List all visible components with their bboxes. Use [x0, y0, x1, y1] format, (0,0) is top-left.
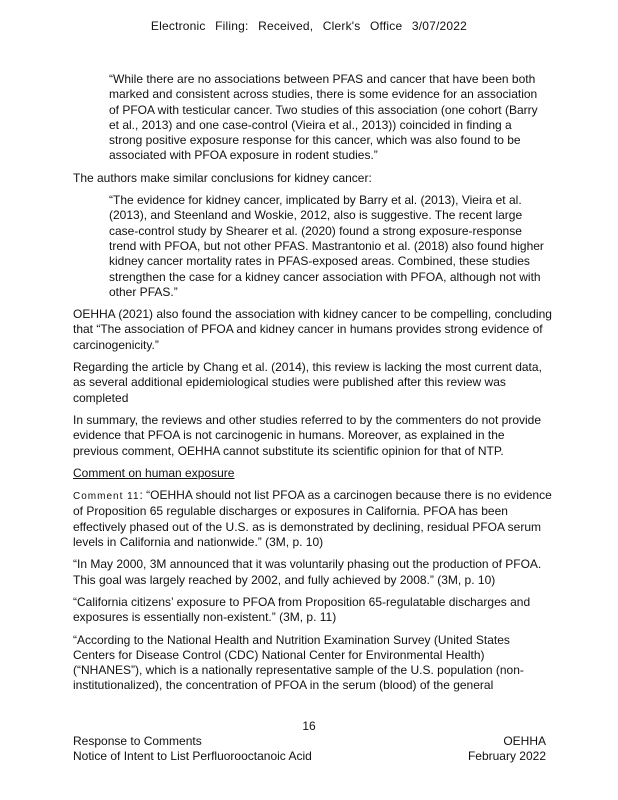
footer-left	[73, 734, 312, 763]
quote-nhanes: “According to the National Health and Nutrition Examination Survey (United States Centers for Disease Control (CDC) National Center for Environmental Health) (“NHANES”), which is a nationally representative sample of the U.S. population (non-institutionalized), the concentration of PFOA in the serum (blood) of the general	[73, 632, 524, 693]
oehha-kidney-finding: OEHHA (2021) also found the association with kidney cancer to be compelling, concluding that “The association of PFOA and kidney cancer in humans provides strong evidence of carcinogenicity.”	[73, 307, 552, 352]
chang-review-paragraph: Regarding the article by Chang et al. (2014), this review is lacking the most current data, as several additional epidemiological studies were published after this review was completed	[73, 360, 542, 405]
document-body	[73, 72, 553, 701]
quote-california-exposure: “California citizens’ exposure to PFOA from Proposition 65-regulatable discharges and exposures is essentially non-existent.” (3M, p. 11)	[73, 594, 531, 625]
page-number: 16	[302, 719, 316, 733]
quote-3m-phase-out: “In May 2000, 3M announced that it was voluntarily phasing out the production of PFOA. This goal was largely reached by 2002, and fully achieved by 2008.” (3M, p. 10)	[73, 557, 542, 587]
quote-kidney-cancer: “The evidence for kidney cancer, implicated by Barry et al. (2013), Vieira et al. (2013), and Steenland and Woskie, 2012, also is suggestive. The recent large case-control study by Shearer et al. (2020) found a strong exposure-response trend with PFOA, but not other PFAS. Mastrantonio et al. (2018) also found higher kidney cancer mortality rates in PFAS-exposed areas. Combined, these studies strengthen the case for a kidney cancer association with PFOA, although not with other PFAS.”	[109, 193, 544, 299]
filing-header: Electronic Filing: Received, Clerk's Office 3/07/2022	[150, 19, 468, 33]
comment-11-paragraph	[73, 488, 553, 550]
comment-label: Comment 11	[73, 491, 140, 503]
kidney-cancer-intro: The authors make similar conclusions for kidney cancer:	[73, 170, 372, 185]
footer-doc-type: Response to Comments	[73, 734, 202, 748]
quote-testicular-cancer: “While there are no associations between PFAS and cancer that have been both marked and consistent across studies, there is some evidence for an association of PFOA with testicular cancer. Two studies of this association (one cohort (Barry et al., 2013) and one case-control (Vieira et al., 2013)) coincided in finding a strong positive exposure response for this cancer, which was also found to be associated with PFOA exposure in rodent studies.”	[109, 72, 538, 163]
footer-date: February 2022	[467, 748, 546, 763]
footer-agency: OEHHA	[503, 734, 546, 748]
summary-paragraph: In summary, the reviews and other studies referred to by the commenters do not provide evidence that PFOA is not carcinogenic in humans. Moreover, as explained in the previous comment, OEHHA cannot substitute its scientific opinion for that of NTP.	[73, 412, 541, 458]
comment-11-text: : “OEHHA should not list PFOA as a carcinogen because there is no evidence of Proposition 65 regulable discharges or exposures in California. PFOA has been effectively phased out of the U.S. as is demonstrated by declining, residual PFOA serum levels in California and nationwide.” (3M, p. 10)	[73, 488, 552, 550]
footer-right	[468, 734, 546, 763]
section-heading-human-exposure: Comment on human exposure	[73, 465, 235, 480]
footer-doc-title: Notice of Intent to List Perfluorooctanoic Acid	[73, 748, 312, 763]
